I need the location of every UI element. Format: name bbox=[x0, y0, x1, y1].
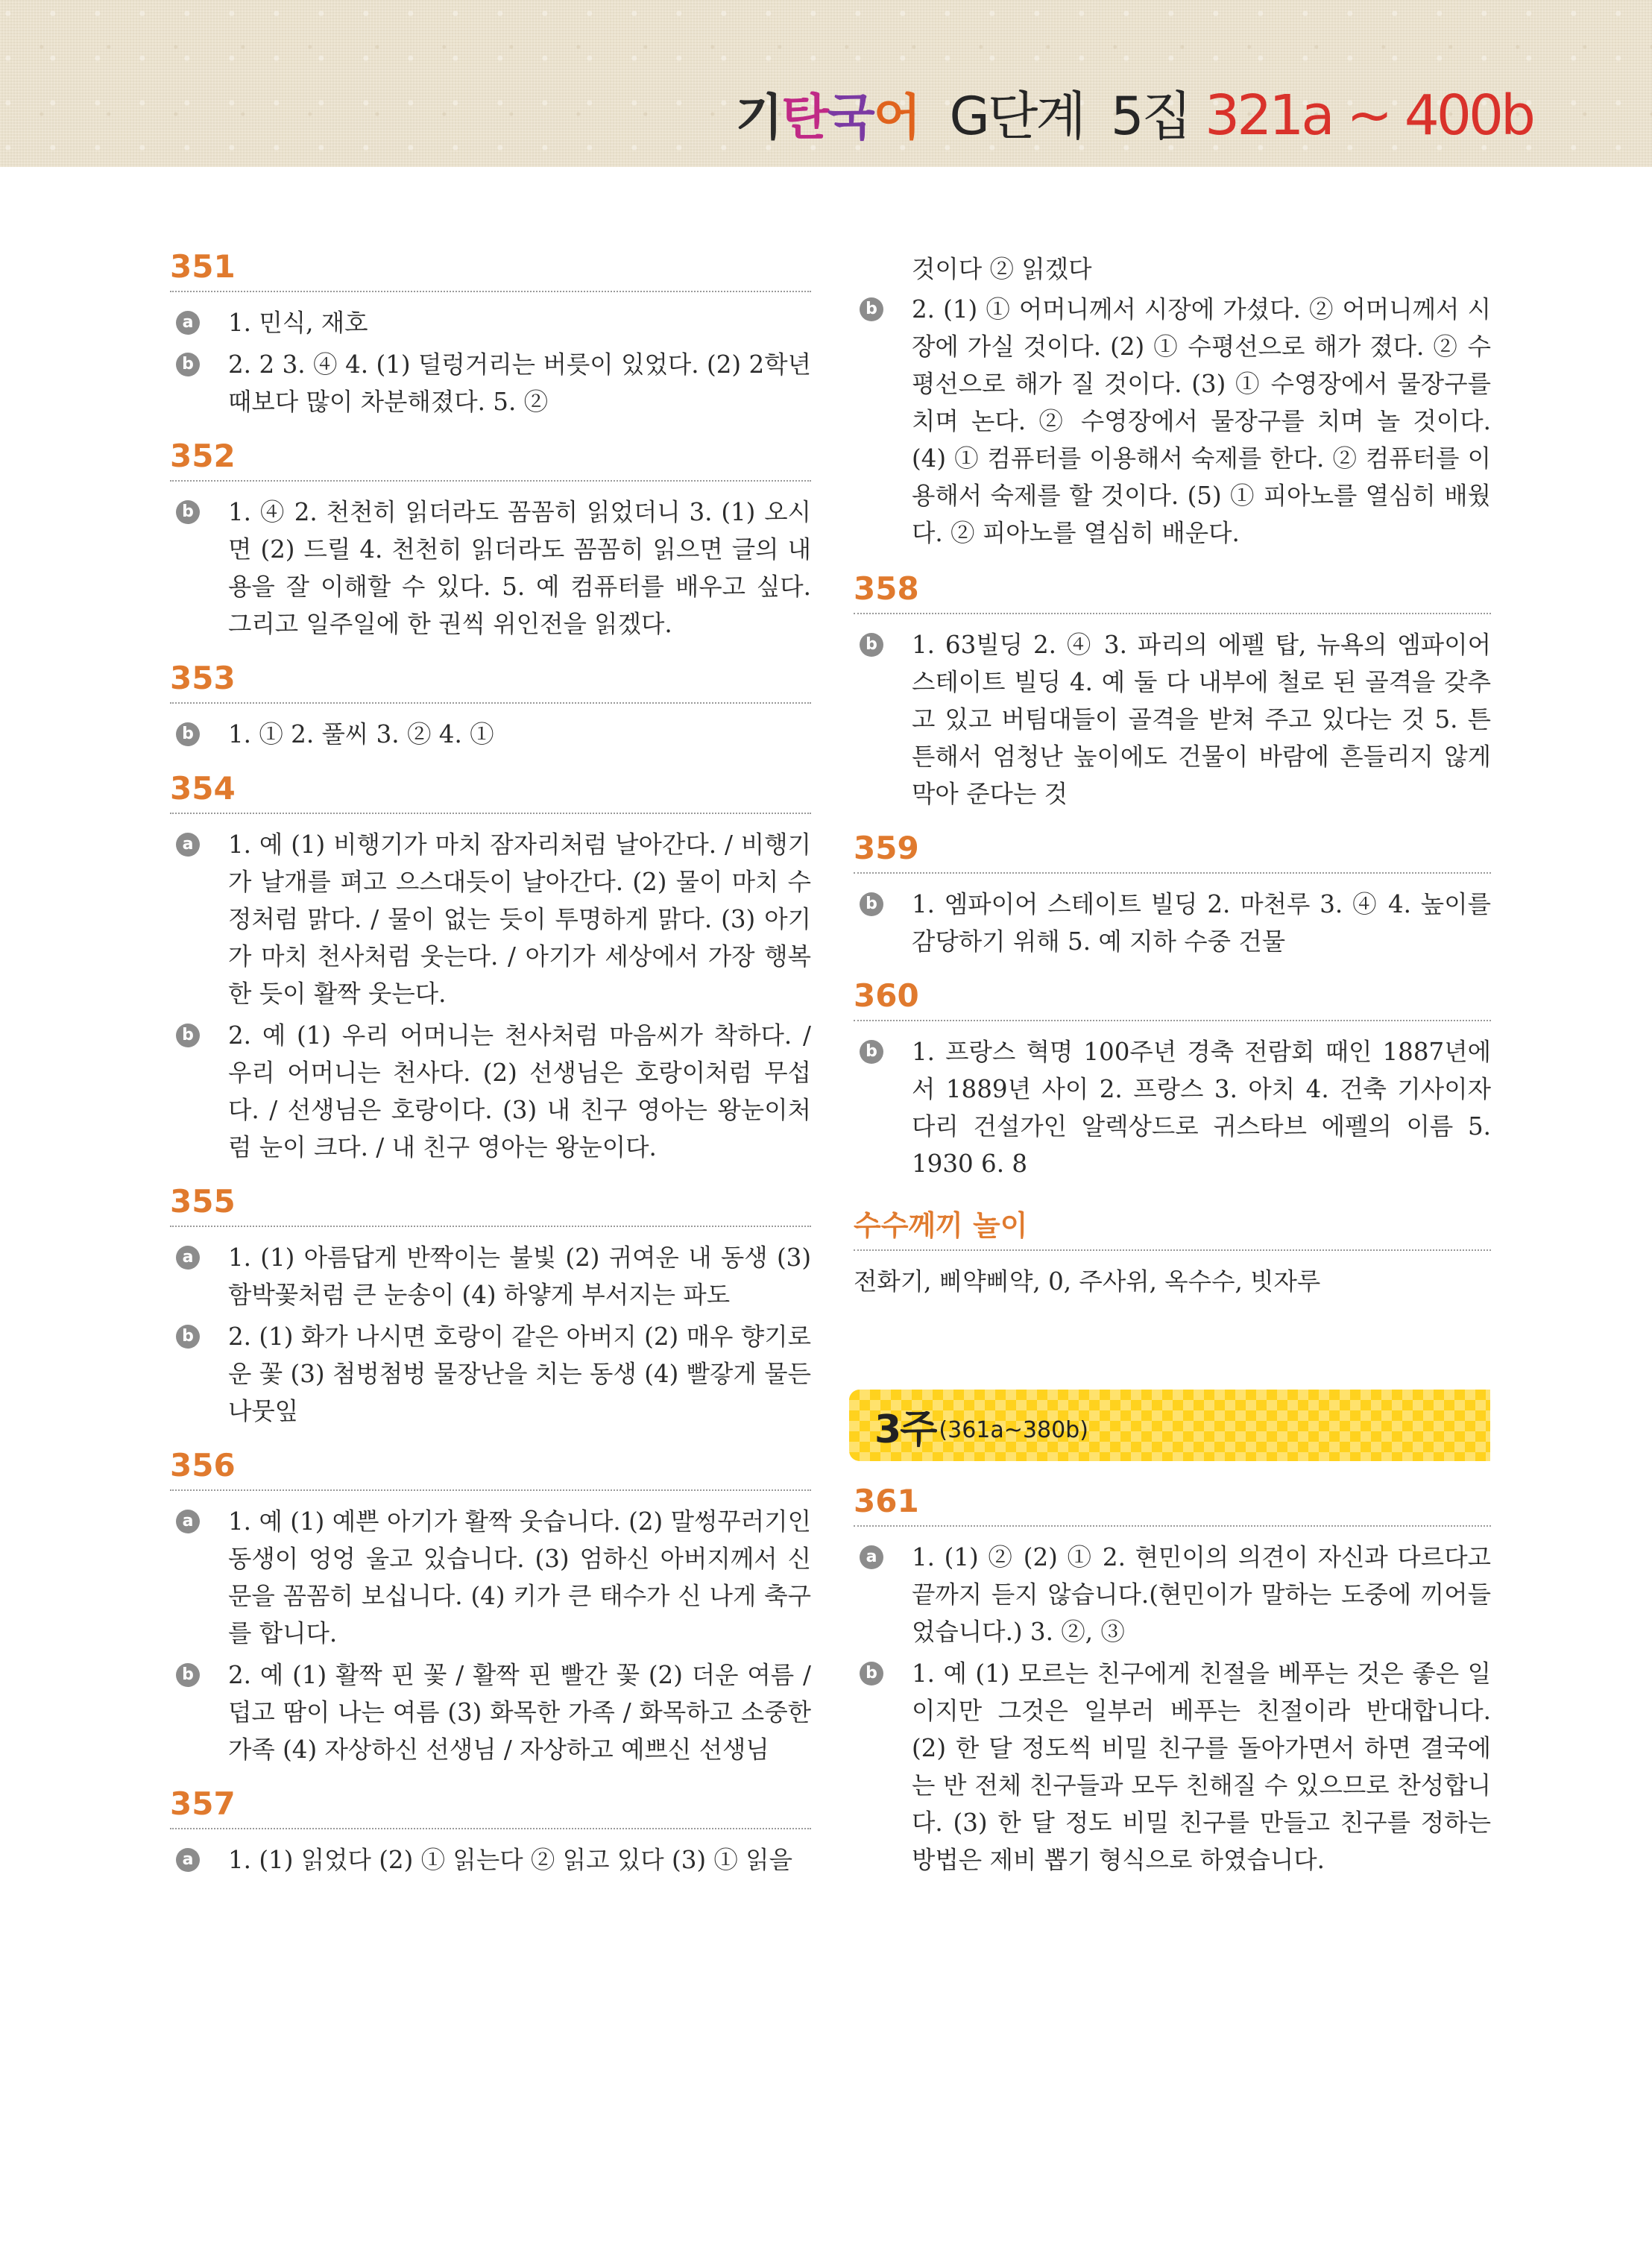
answer-text: 1. (1) ② (2) ① 2. 현민이의 의견이 자신과 다르다고 끝까지 듣지 않습니다.(현민이가 말하는 도중에 끼어들었습니다.) 3. ②, ③ bbox=[912, 1543, 1491, 1646]
step-label: G단계 bbox=[949, 86, 1084, 147]
answer-text: 1. 63빌딩 2. ④ 3. 파리의 에펠 탑, 뉴욕의 엠파이어 스테이트 빌딩 4. 예 둘 다 내부에 철로 된 골격을 갖추고 있고 버팀대들이 골격을 받쳐 주고 있다는 것 5. 튼튼해서 엄청난 높이에도 건물이 바람에 흔들리지 않게 막아 준다는 것 bbox=[912, 631, 1491, 808]
answer-text: 1. (1) 읽었다 (2) ① 읽는다 ② 읽고 있다 (3) ① 읽을 bbox=[228, 1846, 792, 1874]
badge-b-icon: b bbox=[860, 297, 883, 321]
answer-text: 1. ④ 2. 천천히 읽더라도 꼼꼼히 읽었더니 3. (1) 오시면 (2) 드릴 4. 천천히 읽더라도 꼼꼼히 읽으면 글의 내용을 잘 이해할 수 있다. 5. 예 컴퓨터를 배우고 싶다. 그리고 일주일에 한 권씩 위인전을 읽겠다. bbox=[228, 498, 811, 638]
badge-a-icon: a bbox=[860, 1545, 883, 1569]
logo-char: 기 bbox=[735, 89, 782, 146]
answer-item bbox=[170, 1017, 811, 1166]
section-title: 355 bbox=[170, 1181, 811, 1227]
answer-item bbox=[854, 291, 1491, 552]
badge-a-icon: a bbox=[176, 1246, 200, 1270]
section-title: 352 bbox=[170, 435, 811, 482]
riddle-title: 수수께끼 놀이 bbox=[854, 1205, 1491, 1251]
week-range: (361a~380b) bbox=[939, 1416, 1088, 1443]
answer-item bbox=[170, 826, 811, 1012]
answer-text: 1. 예 (1) 예쁜 아기가 활짝 웃습니다. (2) 말썽꾸러기인 동생이 엉엉 울고 있습니다. (3) 엄하신 아버지께서 신문을 꼼꼼히 보십니다. (4) 키가 큰 태수가 신 나게 축구를 합니다. bbox=[228, 1507, 811, 1647]
answer-item bbox=[854, 1539, 1491, 1650]
logo-char: 탄 bbox=[781, 89, 827, 146]
answer-text: 2. (1) 화가 나시면 호랑이 같은 아버지 (2) 매우 향기로운 꽃 (3) 첨벙첨벙 물장난을 치는 동생 (4) 빨갛게 물든 나뭇잎 bbox=[228, 1322, 811, 1425]
section-356 bbox=[170, 1445, 811, 1768]
badge-a-icon: a bbox=[176, 1510, 200, 1533]
answer-item bbox=[170, 493, 811, 643]
range-label: 321a ~ 400b bbox=[1205, 83, 1533, 148]
logo-char: 어 bbox=[873, 89, 920, 146]
riddle-text: 전화기, 삐약삐약, 0, 주사위, 옥수수, 빗자루 bbox=[854, 1267, 1321, 1296]
answer-item bbox=[854, 1033, 1491, 1182]
volume-label: 5집 bbox=[1110, 86, 1191, 147]
section-title: 356 bbox=[170, 1445, 811, 1491]
answer-item bbox=[170, 304, 811, 341]
badge-b-icon: b bbox=[860, 892, 883, 916]
section-361 bbox=[854, 1480, 1491, 1879]
section-title: 357 bbox=[170, 1783, 811, 1829]
answer-item bbox=[854, 886, 1491, 960]
answer-text: 2. 2 3. ④ 4. (1) 덜렁거리는 버릇이 있었다. (2) 2학년 때보다 많이 차분해졌다. 5. ② bbox=[228, 350, 811, 416]
section-title: 358 bbox=[854, 568, 1491, 614]
answer-item bbox=[170, 346, 811, 420]
left-column bbox=[170, 246, 811, 1893]
answer-item bbox=[170, 1656, 811, 1768]
week-banner bbox=[849, 1390, 1490, 1461]
answer-item bbox=[170, 716, 811, 753]
badge-a-icon: a bbox=[176, 1848, 200, 1872]
badge-b-icon: b bbox=[860, 1040, 883, 1064]
section-353 bbox=[170, 658, 811, 753]
section-354 bbox=[170, 768, 811, 1166]
badge-b-icon: b bbox=[176, 1024, 200, 1047]
answer-text: 1. 프랑스 혁명 100주년 경축 전람회 때인 1887년에서 1889년 사이 2. 프랑스 3. 아치 4. 건축 기사이자 다리 건설가인 알렉상드로 귀스타브 에펠의 이름 5. 1930 6. 8 bbox=[912, 1038, 1491, 1178]
answer-continuation: 것이다 ② 읽겠다 bbox=[912, 255, 1092, 283]
section-title: 351 bbox=[170, 246, 811, 292]
section-title: 353 bbox=[170, 658, 811, 704]
answer-text: 1. ① 2. 풀씨 3. ② 4. ① bbox=[228, 720, 494, 748]
answer-item bbox=[170, 1841, 811, 1879]
header-band bbox=[0, 0, 1652, 167]
answer-text: 2. (1) ① 어머니께서 시장에 가셨다. ② 어머니께서 시장에 가실 것이다. (2) ① 수평선으로 해가 졌다. ② 수평선으로 해가 질 것이다. (3) ① 수영장에서 물장구를 치며 논다. ② 수영장에서 물장구를 치며 놀 것이다. (4) ① 컴퓨터를 이용해서 숙제를 한다. ② 컴퓨터를 이용해서 숙제를 할 것이다. (5) ① 피아노를 열심히 배웠다. ② 피아노를 열심히 배운다. bbox=[912, 295, 1491, 547]
badge-b-icon: b bbox=[176, 500, 200, 524]
section-title: 361 bbox=[854, 1480, 1491, 1527]
brand-logo bbox=[735, 78, 919, 148]
answer-text: 1. (1) 아름답게 반짝이는 불빛 (2) 귀여운 내 동생 (3) 함박꽃처럼 큰 눈송이 (4) 하얗게 부서지는 파도 bbox=[228, 1243, 811, 1309]
badge-b-icon: b bbox=[176, 722, 200, 746]
section-title: 359 bbox=[854, 827, 1491, 874]
answer-item bbox=[170, 1503, 811, 1652]
section-351 bbox=[170, 246, 811, 420]
section-352 bbox=[170, 435, 811, 643]
right-column bbox=[854, 250, 1491, 1893]
badge-b-icon: b bbox=[176, 353, 200, 376]
badge-a-icon: a bbox=[176, 833, 200, 857]
book-title bbox=[735, 75, 1533, 149]
answer-text: 1. 민식, 재호 bbox=[228, 309, 368, 337]
badge-b-icon: b bbox=[860, 1662, 883, 1685]
section-title: 360 bbox=[854, 975, 1491, 1021]
answer-item bbox=[170, 1318, 811, 1430]
section-355 bbox=[170, 1181, 811, 1430]
section-title: 354 bbox=[170, 768, 811, 814]
section-359 bbox=[854, 827, 1491, 960]
badge-a-icon: a bbox=[176, 311, 200, 335]
badge-b-icon: b bbox=[176, 1325, 200, 1349]
section-358 bbox=[854, 568, 1491, 813]
logo-char: 국 bbox=[827, 89, 874, 146]
answer-item bbox=[854, 626, 1491, 813]
answer-text: 1. 예 (1) 모르는 친구에게 친절을 베푸는 것은 좋은 일이지만 그것은 일부러 베푸는 친절이라 반대합니다. (2) 한 달 정도씩 비밀 친구를 돌아가면서 하면 결국에는 반 전체 친구들과 모두 친해질 수 있으므로 찬성합니다. (3) 한 달 정도 비밀 친구를 만들고 친구를 정하는 방법은 제비 뽑기 형식으로 하였습니다. bbox=[912, 1659, 1491, 1874]
answer-text: 2. 예 (1) 활짝 핀 꽃 / 활짝 핀 빨간 꽃 (2) 더운 여름 / 덥고 땀이 나는 여름 (3) 화목한 가족 / 화목하고 소중한 가족 (4) 자상하신 선생님 / 자상하고 예쁘신 선생님 bbox=[228, 1661, 811, 1764]
answer-item bbox=[854, 1655, 1491, 1879]
answer-item bbox=[170, 1239, 811, 1314]
answer-text: 2. 예 (1) 우리 어머니는 천사처럼 마음씨가 착하다. / 우리 어머니는 천사다. (2) 선생님은 호랑이처럼 무섭다. / 선생님은 호랑이다. (3) 내 친구 영아는 왕눈이처럼 눈이 크다. / 내 친구 영아는 왕눈이다. bbox=[228, 1021, 811, 1161]
section-360 bbox=[854, 975, 1491, 1182]
answer-text: 1. 엠파이어 스테이트 빌딩 2. 마천루 3. ④ 4. 높이를 감당하기 위해 5. 예 지하 수중 건물 bbox=[912, 890, 1491, 956]
riddle-section bbox=[854, 1205, 1491, 1300]
answer-text: 1. 예 (1) 비행기가 마치 잠자리처럼 날아간다. / 비행기가 날개를 펴고 으스대듯이 날아간다. (2) 물이 마치 수정처럼 맑다. / 물이 없는 듯이 투명하게 맑다. (3) 아기가 마치 천사처럼 웃는다. / 아기가 세상에서 가장 행복한 듯이 활짝 웃는다. bbox=[228, 830, 811, 1008]
section-357 bbox=[170, 1783, 811, 1879]
badge-b-icon: b bbox=[176, 1663, 200, 1687]
badge-b-icon: b bbox=[860, 633, 883, 657]
week-label: 3주 bbox=[874, 1407, 936, 1452]
